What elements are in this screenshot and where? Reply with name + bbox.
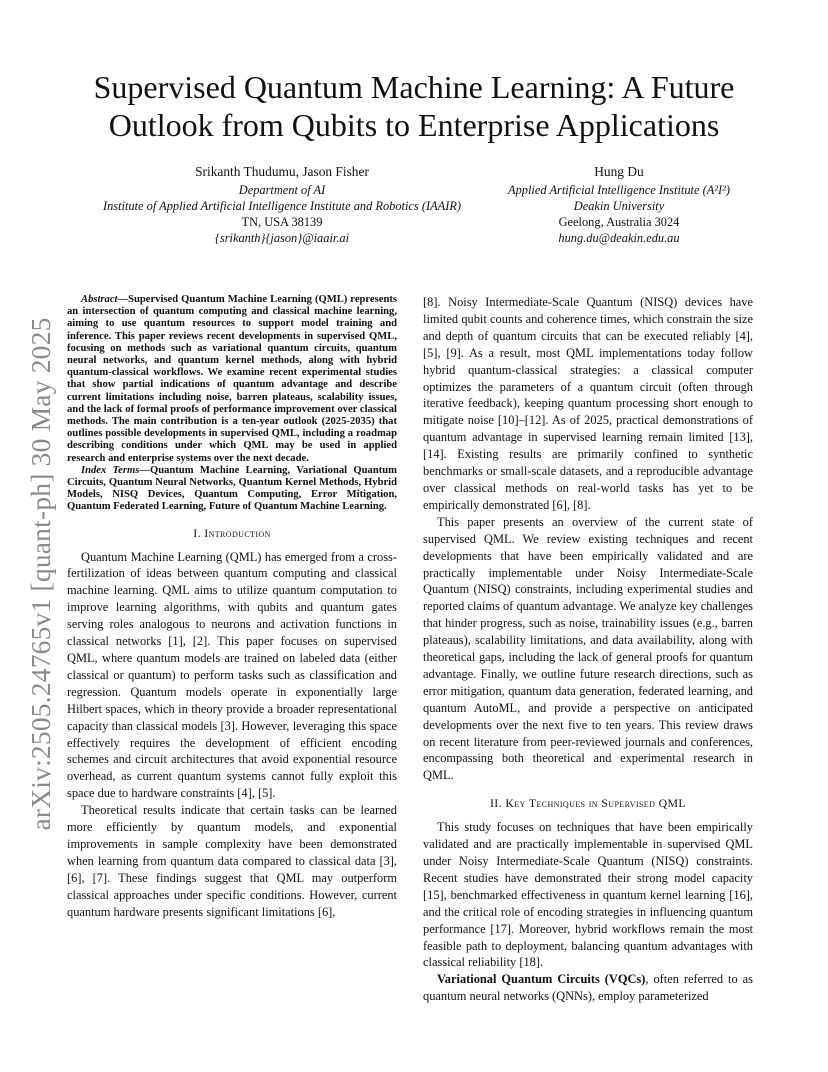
arxiv-sidebar — [26, 284, 56, 864]
author-email[interactable]: {srikanth}{jason}@iaair.ai — [214, 231, 350, 245]
paragraph: This study focuses on techniques that have been empirically validated and are practically implementable in supervised QML under Noisy Intermediate-Scale Quantum (NISQ) constraints. Recent studies have demonstrated their strong model capacity [15], benchmarked effectiveness in quantum kernel learning [16], and the critical role of encoding strategies in influencing quantum performance [17]. Moreover, hybrid workflows remain the most feasible path to deployment, balancing quantum advantages with classical reliability [18]. — [423, 820, 753, 970]
right-column — [423, 294, 753, 1005]
paragraph: Quantum Machine Learning (QML) has emerged from a cross-fertilization of ideas between quantum computing and classical machine learning. QML aims to utilize quantum computation to improve learning algorithms, with qubits and quantum gates serving roles analogous to neurons and activation functions in classical networks [1], [2]. This paper focuses on supervised QML, where quantum models are trained on labeled data (either classical or quantum) to perform tasks such as classification and regression. Quantum models operate in exponentially large Hilbert spaces, which in theory provide a broader representational capacity than classical models [3]. However, leveraging this space effectively requires the development of efficient encoding schemes and circuit architectures that avoid exponential resource overhead, as current quantum systems cannot fully exploit this space due to hardware constraints [4], [5]. — [67, 549, 397, 801]
left-column — [67, 294, 397, 921]
section-heading-introduction: I. Introduction — [193, 525, 271, 540]
author-block-right — [474, 163, 764, 246]
abstract-text: —Supervised Quantum Machine Learning (QML) represents an intersection of quantum computing and classical machine learning, aiming to use quantum resources to support model training and inference. This paper reviews recent developments in supervised QML, focusing on methods such as variational quantum circuits, quantum neural networks, and quantum kernel methods, along with hybrid quantum-classical workflows. We examine recent experimental studies that show partial indications of quantum advantage and describe current limitations including noise, barren plateaus, scalability issues, and the lack of formal proofs of performance improvement over classical methods. The main contribution is a ten-year outlook (2025-2035) that outlines possible developments in supervised QML, including a roadmap describing conditions under which QML may be used in applied research and enterprise systems over the next decade. — [67, 294, 397, 464]
paragraph: Theoretical results indicate that certain tasks can be learned more efficiently by quantum models, and exponential improvements in sample complexity have been demonstrated when learning from quantum data compared to classical data [3], [6], [7]. These findings suggest that QML may outperform classical approaches under specific conditions. However, current quantum hardware presents significant limitations [6], — [67, 803, 397, 919]
paragraph: This paper presents an overview of the current state of supervised QML. We review existing techniques and recent developments that have been empirically validated and are practically implementable under Noisy Intermediate-Scale Quantum (NISQ) constraints, including experimental studies and reported claims of quantum advantage. We analyze key challenges that hinder progress, such as noise, trainability issues (e.g., barren plateaus), scalability limitations, and data availability, along with theoretical gaps, including the lack of general proofs for quantum advantage. Finally, we outline future research directions, such as error mitigation, quantum data generation, federated learning, and quantum AutoML, and provide a perspective on anticipated developments over the next five to ten years. This review draws on recent literature from peer-reviewed journals and conferences, encompassing both theoretical and experimental research in QML. — [423, 514, 753, 783]
author-location: TN, USA 38139 — [241, 215, 323, 229]
paragraph — [423, 971, 753, 1005]
author-names: Hung Du — [594, 164, 644, 179]
author-university: Deakin University — [573, 199, 665, 213]
index-terms-lead: Index Terms — [81, 464, 140, 476]
index-terms — [67, 465, 397, 514]
arxiv-identifier[interactable]: arXiv:2505.24765v1 [quant-ph] 30 May 2025 — [25, 317, 56, 831]
author-location: Geelong, Australia 3024 — [558, 215, 680, 229]
paragraph: [8]. Noisy Intermediate-Scale Quantum (NISQ) devices have limited qubit counts and coherence times, which constrain the size and depth of quantum circuits that can be executed reliably [4], [5], [9]. As a result, most QML implementations today follow hybrid quantum-classical strategies: a classical computer optimizes the parameters of a quantum circuit (often through iterative feedback), keeping quantum processing short enough to mitigate noise [10]–[12]. As of 2025, practical demonstrations of quantum advantage in supervised learning remain limited [13], [14]. Existing results are primarily confined to synthetic benchmarks or small-scale datasets, and a reproducible advantage over classical methods on real-world tasks has yet to be empirically demonstrated [6], [8]. — [423, 295, 753, 512]
author-email[interactable]: hung.du@deakin.edu.au — [558, 231, 680, 245]
vqc-text: , often referred to as quantum neural networks (QNNs), employ parameterized — [423, 972, 753, 1004]
abstract-lead: Abstract — [81, 294, 118, 305]
index-terms-text: —Quantum Machine Learning, Variational Quantum Circuits, Quantum Neural Networks, Quantum Kernel Methods, Hybrid Models, NISQ Devices, Quantum Computing, Error Mitigation, Quantum Federated Learning, Future of Quantum Machine Learning. — [67, 464, 397, 513]
paper-title: Supervised Quantum Machine Learning: A Future Outlook from Qubits to Enterprise Applications — [93, 69, 735, 143]
author-names: Srikanth Thudumu, Jason Fisher — [195, 164, 369, 179]
author-department: Department of AI — [238, 183, 326, 197]
author-block-left — [60, 163, 504, 246]
section-heading-key-techniques: II. Key Techniques in Supervised QML — [489, 796, 687, 811]
author-institute: Applied Artificial Intelligence Institute (A²I²) — [508, 183, 730, 197]
author-institute: Institute of Applied Artificial Intelligence Institute and Robotics (IAAIR) — [102, 199, 462, 213]
vqc-lead: Variational Quantum Circuits (VQCs) — [437, 972, 646, 987]
abstract — [67, 294, 397, 465]
